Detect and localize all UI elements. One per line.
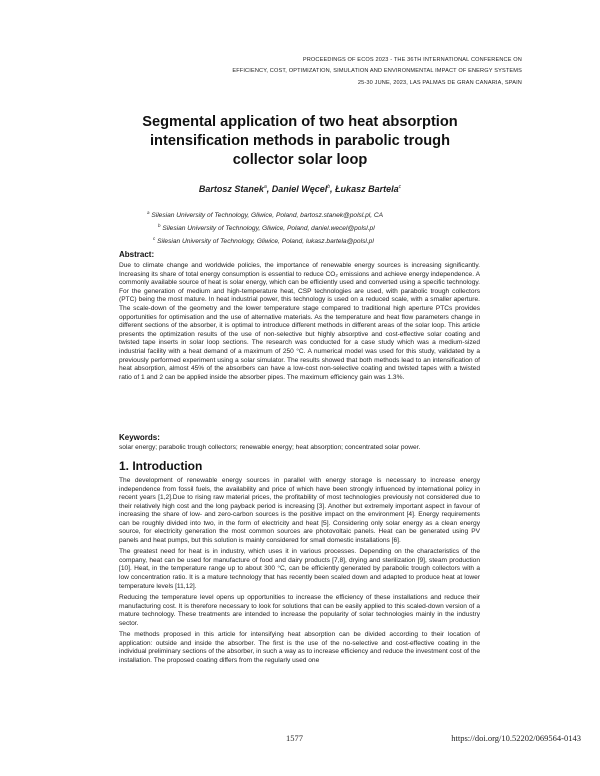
affiliation-item	[140, 234, 500, 247]
author-affiliation-mark: b	[327, 184, 331, 190]
conference-header-line: PROCEEDINGS OF ECOS 2023 - THE 36TH INTERNATIONAL CONFERENCE ON	[302, 57, 522, 63]
affiliation-item	[140, 221, 500, 234]
affiliation-list	[140, 208, 500, 246]
affiliation-text: Silesian University of Technology, Gliwice, Poland, daniel.wecel@polsl.pl	[162, 224, 375, 232]
page-number: 1577	[286, 733, 303, 743]
body-paragraph: The development of renewable energy sources in parallel with energy storage is necessary to increase energy independence from fossil fuels, the availability and price of which have been strongly influenced by international policy in recent years [1,2].Due to rising raw material prices, the profitability of most technologies previously not considered due to their relatively high cost and the long payback period is increasing [3]. Another but extremely important aspect in favour of increasing the share of low- and zero-carbon sources is the positive impact on the environment [4]. Energy requirements can be roughly divided into two, in the form of electricity and heat [5]. Considering only solar energy as a clean energy source, for electricity generation the most common sources are photovoltaic panels. Heat can be generated using PV panels and heat pumps, but this solution is mainly considered for small domestic installations [6].	[119, 477, 480, 544]
title-line: collector solar loop	[232, 152, 368, 168]
body-paragraph: The methods proposed in this article for intensifying heat absorption can be divided according to their location of application: outside and inside the absorber. The first is the use of the no-selective and cost-effective coating in the individual preliminary sections of the absorber, in such a way as to increase efficiency and reduce the investment cost of the installation. The proposed coating differs from the regularly used one	[119, 631, 480, 664]
body-paragraph: The greatest need for heat is in industry, which uses it in various processes. Depending on the characteristics of the company, heat can be used for manufacture of food and dairy products [7,8], drying and sterilization [9], steam production [10]. Heat, in the temperature range up to about 300 °C, can be efficiently generated by parabolic trough collectors with a low concentration ratio. It is a mature technology that has recently been scaled down and adapted to produce heat at lower temperature levels [11,12].	[119, 548, 480, 590]
title-line: Segmental application of two heat absorption	[142, 114, 458, 130]
affiliation-mark: b	[158, 222, 161, 228]
introduction-heading: 1. Introduction	[119, 459, 203, 473]
author-name: Daniel Węcel	[271, 184, 328, 194]
affiliation-text: Silesian University of Technology, Gliwice, Poland, lukasz.bartela@polsl.pl	[157, 237, 374, 245]
author-list: Bartosz Stanek$^a$, Daniel Węcel$^b$, Łukasz Bartela$^c$	[198, 184, 402, 194]
conference-header	[82, 55, 522, 89]
author-name: Bartosz Stanek	[198, 184, 264, 194]
introduction-body	[119, 477, 480, 668]
abstract-heading: Abstract:	[119, 250, 155, 259]
affiliation-item	[140, 208, 500, 221]
paper-title	[100, 113, 500, 170]
affiliation-mark: a	[147, 210, 150, 215]
abstract-text: Due to climate change and worldwide policies, the importance of renewable energy sources is increasing significantly. Increasing its share of total energy consumption is essential to reduce CO₂ emissions and achieve energy independence. A commonly available source of heat is solar energy, which can be efficiently used and converted using a specific technology. For the generation of medium and high-temperature heat, CSP technologies are used, with parabolic trough collectors (PTC) being the most mature. In heat industrial power, this technology is used on a reduced scale, with a smaller aperture. The scale-down of the geometry and the lower temperature stage compared to traditional high aperture PTCs provides opportunities for optimisation and the use of alternative materials. As the temperature and heat flow parameters change in different sections of the absorber, it is optimal to introduce different methods in different areas of the solar loop. This article presents the optimization results of the use of non-selective but highly absorptive and cost-effective solar coating and twisted tape inserts in solar loop sections. The research was conducted for a case study which was a medium-sized industrial facility with a heat demand of a maximum of 250 °C. A numerical model was used for this study, validated by a previously performed experiment using a solar simulator. The results showed that both methods lead to an intensification of heat absorption, almost 45% of the absorbers can have a low-cost non-selective coating and twisted tapes with a twisted ratio of 1 and 2 can be applied inside the absorber pipes. The maximum efficiency gain was 1.3%.	[119, 262, 480, 381]
keywords-text: solar energy; parabolic trough collectors; renewable energy; heat absorption; concentrated solar power.	[119, 444, 421, 451]
author-affiliation-mark: a	[263, 184, 267, 190]
author-affiliation-mark: c	[398, 184, 402, 190]
conference-header-line: EFFICIENCY, COST, OPTIMIZATION, SIMULATION AND ENVIRONMENTAL IMPACT OF ENERGY SYSTEMS	[232, 68, 522, 75]
author-name: Łukasz Bartela	[335, 184, 399, 194]
affiliation-text: Silesian University of Technology, Gliwice, Poland, bartosz.stanek@polsl.pl, CA	[151, 212, 384, 220]
title-line: intensification methods in parabolic trough	[150, 133, 450, 149]
doi-link[interactable]: https://doi.org/10.52202/069564-0143	[451, 733, 581, 743]
affiliation-mark: c	[153, 235, 156, 241]
body-paragraph: Reducing the temperature level opens up opportunities to increase the efficiency of these installations and reduce their manufacturing cost. It is therefore necessary to look for solutions that can be easily applied to this scaled-down version of a mature technology. These treatments are intended to increase the popularity of solar technologies mainly in the industry sector.	[119, 594, 480, 627]
keywords-heading: Keywords:	[119, 433, 160, 442]
conference-header-line: 25-30 JUNE, 2023, LAS PALMAS DE GRAN CANARIA, SPAIN	[357, 79, 522, 86]
